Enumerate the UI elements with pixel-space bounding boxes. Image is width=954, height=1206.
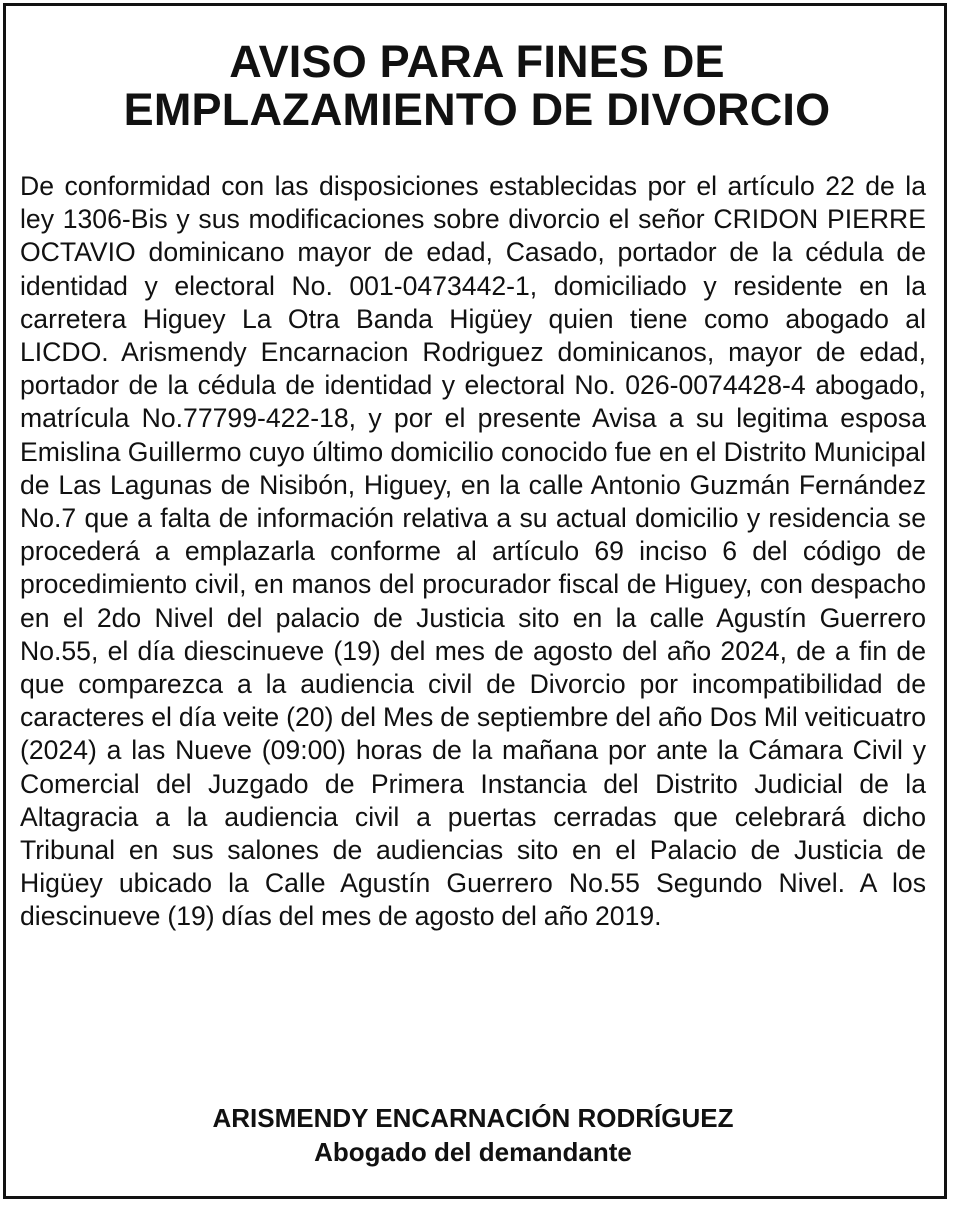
signature-role: Abogado del demandante bbox=[314, 1137, 632, 1167]
notice-title-line-2: EMPLAZAMIENTO DE DIVORCIO bbox=[123, 84, 831, 135]
signature-name: ARISMENDY ENCARNACIÓN RODRÍGUEZ bbox=[212, 1103, 734, 1133]
notice-body: De conformidad con las disposiciones establecidas por el artículo 22 de la ley 1306-Bis y sus modificaciones sobre divorcio el señor CRIDON PIERRE OCTAVIO dominicano mayor de edad, Casado, portador de la cédula de identidad y electoral No. 001-0473442-1, domiciliado y residente en la carretera Higuey La Otra Banda Higüey quien tiene como abogado al LICDO. Arismendy Encarnacion Rodriguez dominicanos, mayor de edad, portador de la cédula de identidad y electoral No. 026-0074428-4 abogado, matrícula No.77799-422-18, y por el presente Avisa a su legitima esposa Emislina Guillermo cuyo último domicilio conocido fue en el Distrito Municipal de Las Lagunas de Nisibón, Higuey, en la calle Antonio Guzmán Fernández No.7 que a falta de información relativa a su actual domicilio y residencia se procederá a emplazarla conforme al artículo 69 inciso 6 del código de procedimiento civil, en manos del procurador fiscal de Higuey, con despacho en el 2do Nivel del palacio de Justicia sito en la calle Agustín Guerrero No.55, el día diescinueve (19) del mes de agosto del año 2024, de a fin de que comparezca a la audiencia civil de Divorcio por incompatibilidad de caracteres el día veite (20) del Mes de septiembre del año Dos Mil veiticuatro (2024) a las Nueve (09:00) horas de la mañana por ante la Cámara Civil y Comercial del Juzgado de Primera Instancia del Distrito Judicial de la Altagracia a la audiencia civil a puertas cerradas que celebrará dicho Tribunal en sus salones de audiencias sito en el Palacio de Justicia de Higüey ubicado la Calle Agustín Guerrero No.55 Segundo Nivel. A los diescinueve (19) días del mes de agosto del año 2019. bbox=[20, 171, 926, 932]
signature-block bbox=[0, 1101, 946, 1169]
notice-title-line-1: AVISO PARA FINES DE bbox=[229, 36, 725, 87]
notice-title bbox=[0, 38, 954, 134]
